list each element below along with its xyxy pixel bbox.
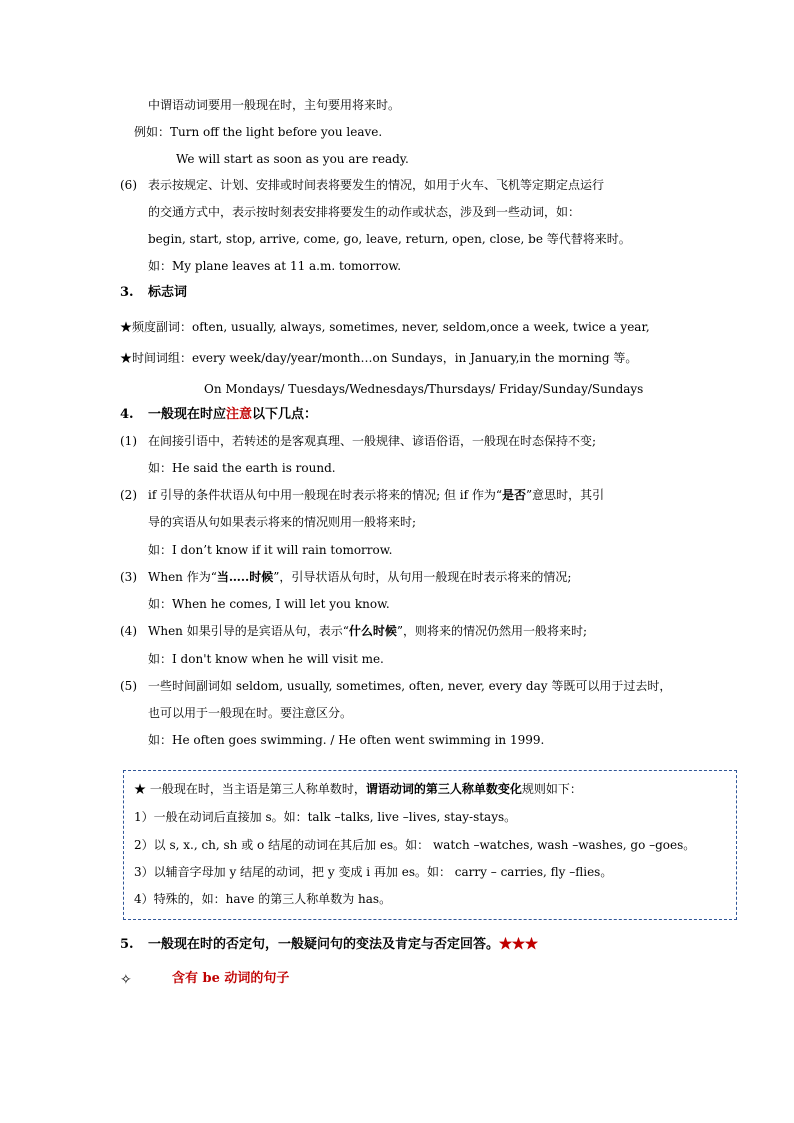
rule-item: 3）以辅音字母加 y 结尾的动词，把 y 变成 i 再加 es。如： carry – carries, fly –flies。	[134, 865, 613, 879]
keyword-label: ★频度副词：	[120, 320, 193, 334]
text-line	[148, 623, 587, 639]
text-part: ”，则将来的情况仍然用一般将来时;	[396, 624, 588, 638]
text-part: When 作为“	[148, 570, 217, 584]
section-title: 标志词	[148, 285, 188, 300]
text-line: begin, start, stop, arrive, come, go, leave, return, open, close, be 等代替将来时。	[148, 232, 631, 246]
example-line: 如：I don't know when he will visit me.	[148, 652, 384, 666]
text-line: 也可以用于一般现在时。要注意区分。	[148, 706, 353, 720]
title-highlight: 注意	[226, 407, 253, 422]
item-number: (1)	[120, 434, 137, 448]
text-part: ★ 一般现在时，当主语是第三人称单数时，	[134, 782, 366, 796]
text-line: 表示按规定、计划、安排或时间表将要发生的情况，如用于火车、飞机等定期定点运行	[148, 178, 605, 192]
item-number: (3)	[120, 570, 137, 584]
section-number: 5.	[120, 937, 134, 952]
text-line: 在间接引语中，若转述的是客观真理、一般规律、谚语俗语，一般现在时态保持不变;	[148, 434, 597, 448]
subsection-title: 含有 be 动词的句子	[172, 971, 290, 986]
item-number: (5)	[120, 679, 137, 693]
text-line	[148, 569, 571, 585]
example-line: 如：He often goes swimming. / He often went swimming in 1999.	[148, 733, 545, 747]
text-bold: 谓语动词的第三人称单数变化	[365, 782, 522, 796]
item-number: (4)	[120, 624, 137, 638]
text-part: When 如果引导的是宾语从句，表示“	[148, 624, 349, 638]
text-part: ”，引导状语从句时，从句用一般现在时表示将来的情况;	[273, 570, 572, 584]
example-line	[134, 124, 382, 140]
section-number: 4.	[120, 407, 134, 422]
text-line: 的交通方式中，表示按时刻表安排将要发生的动作或状态，涉及到一些动词，如：	[148, 205, 581, 219]
text-part: 规则如下：	[521, 782, 582, 796]
rule-box-title	[134, 781, 582, 797]
keyword-line	[120, 350, 637, 366]
example-line: 如：He said the earth is round.	[148, 461, 336, 475]
text-line	[148, 487, 604, 503]
keyword-label: ★时间词组：	[120, 351, 193, 365]
star-rating: ★★★	[499, 937, 539, 952]
example-line: 如：When he comes, I will let you know.	[148, 597, 390, 611]
text-line: 中谓语动词要用一般现在时，主句要用将来时。	[148, 98, 401, 112]
text-part: if 引导的条件状语从句中用一般现在时表示将来的情况; 但 if 作为“	[148, 488, 502, 502]
rule-item: 2）以 s, x., ch, sh 或 o 结尾的动词在其后加 es。如： watch –watches, wash –washes, go –goes。	[134, 838, 696, 852]
text-bold: 是否	[502, 488, 527, 502]
rule-item: 1）一般在动词后直接加 s。如：talk –talks, live –lives, stay-stays。	[134, 810, 517, 824]
text-line: 导的宾语从句如果表示将来的情况则用一般将来时;	[148, 515, 417, 529]
item-number: (2)	[120, 488, 137, 502]
section-number: 3.	[120, 285, 134, 300]
keyword-text: often, usually, always, sometimes, never, seldom,once a week, twice a year,	[192, 320, 650, 334]
text-line: 一些时间副词如 seldom, usually, sometimes, often, never, every day 等既可以用于过去时，	[148, 679, 672, 693]
title-part: 一般现在时的否定句，一般疑问句的变法及肯定与否定回答。	[148, 937, 500, 952]
sparkle-icon: ✧	[120, 972, 132, 988]
item-number: (6)	[120, 178, 137, 192]
title-part: 以下几点：	[252, 407, 318, 422]
title-part: 一般现在时应	[148, 407, 227, 422]
keyword-text: every week/day/year/month…on Sundays，in January,in the morning 等。	[192, 351, 638, 365]
text-part: ”意思时，其引	[526, 488, 605, 502]
keyword-line	[120, 319, 650, 335]
example-line: We will start as soon as you are ready.	[176, 152, 409, 166]
example-line: 如：My plane leaves at 11 a.m. tomorrow.	[148, 259, 402, 273]
rule-box	[123, 770, 737, 920]
text-bold: 什么时候	[348, 624, 397, 638]
section-title	[148, 936, 538, 954]
text-bold: 当…..时候	[216, 570, 274, 584]
keyword-line: On Mondays/ Tuesdays/Wednesdays/Thursdays/ Friday/Sunday/Sundays	[204, 382, 644, 396]
section-title	[148, 406, 317, 424]
example-prefix: 例如：	[134, 125, 171, 139]
example-line: 如：I don’t know if it will rain tomorrow.	[148, 543, 393, 557]
example-text: Turn off the light before you leave.	[170, 125, 383, 139]
rule-item: 4）特殊的，如：have 的第三人称单数为 has。	[134, 892, 392, 906]
